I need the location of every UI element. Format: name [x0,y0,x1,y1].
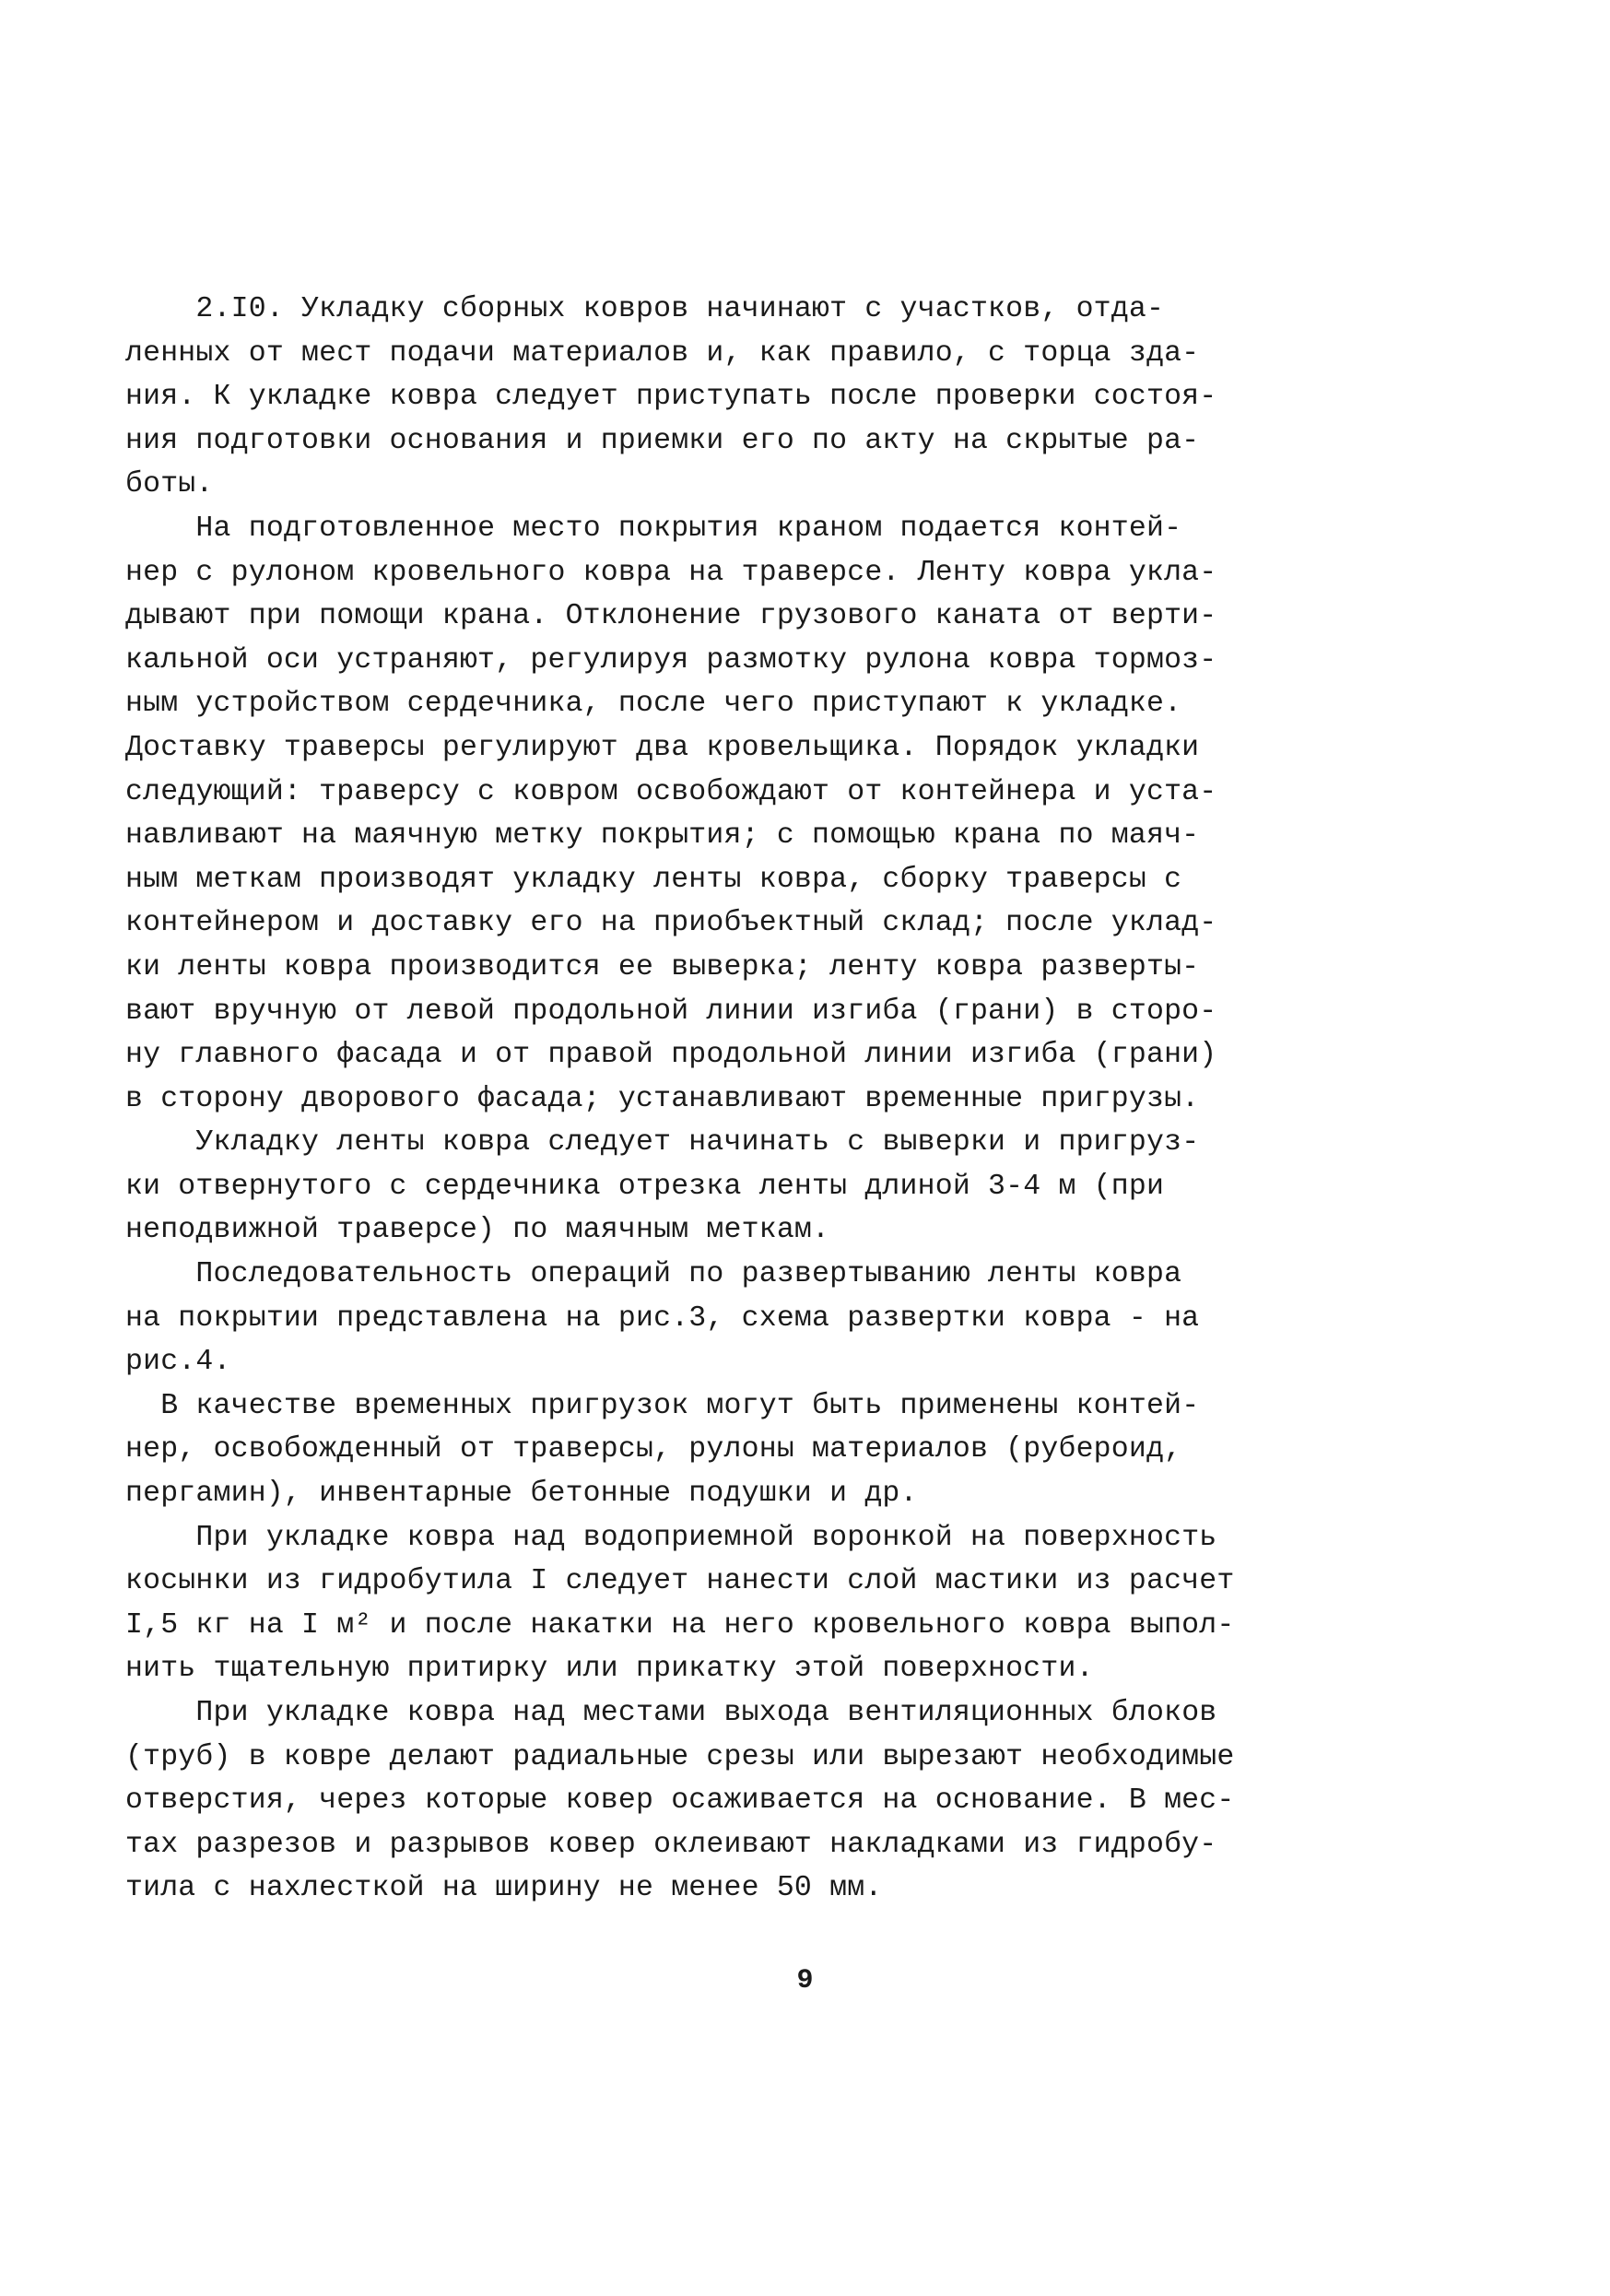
paragraph-indent [125,1390,160,1422]
text-line: боты. [125,468,214,501]
text-line: пергамин), инвентарные бетонные подушки и др. [125,1478,918,1511]
text-line: навливают на маячную метку покрытия; с помощью крана по маяч- [125,819,1200,853]
text-line [125,1384,1261,1429]
text-line: ным меткам производят укладку ленты ковра, сборку траверсы с [125,863,1182,896]
text-line: дывают при помощи крана. Отклонение грузового каната от верти- [125,600,1217,633]
paragraph-indent [125,512,195,545]
paragraph [125,1691,1261,1911]
paragraph [125,1516,1261,1691]
text-line: ния. К укладке ковра следует приступать после проверки состоя- [125,381,1217,414]
text-line [125,1121,1261,1165]
text-line: неподвижной траверсе) по маячным меткам. [125,1214,830,1247]
text-line [125,1516,1261,1560]
text-line: тила с нахлесткой на ширину не менее 50 мм. [125,1872,883,1905]
text-line: Доставку траверсы регулируют два кровельщика. Порядок укладки [125,731,1200,764]
text-line-content: В качестве временных пригрузок могут быть применены контей- [160,1389,1200,1422]
text-line: (труб) в ковре делают радиальные срезы или вырезают необходимые [125,1740,1235,1773]
paragraph [125,507,1261,1121]
paragraph [125,1121,1261,1253]
text-line: отверстия, через которые ковер осаживается на основание. В мес- [125,1784,1235,1818]
text-line-content: Последовательность операций по развертыванию ленты ковра [195,1258,1182,1291]
body-text [125,288,1261,1911]
text-line-content: Укладку ленты ковра следует начинать с выверки и пригруз- [195,1126,1200,1160]
paragraph-indent [125,293,195,325]
page-number: 9 [796,1965,814,1996]
text-line: вают вручную от левой продольной линии изгиба (грани) в сторо- [125,995,1217,1028]
text-line: следующий: траверсу с ковром освобождают от контейнера и уста- [125,775,1217,808]
text-line: на покрытии представлена на рис.3, схема развертки ковра - на [125,1301,1200,1335]
text-line: тах разрезов и разрывов ковер оклеивают накладками из гидробу- [125,1828,1217,1861]
paragraph-indent [125,1697,195,1729]
text-line: ки отвернутого с сердечника отрезка ленты длиной 3-4 м (при [125,1170,1165,1203]
text-line: ки ленты ковра производится ее выверка; ленту ковра разверты- [125,950,1200,983]
text-line [125,507,1261,551]
text-line-content: 2.I0. Укладку сборных ковров начинают с участков, отда- [195,293,1165,325]
text-line [125,288,1261,332]
text-line-content: При укладке ковра над местами выхода вентиляционных блоков [195,1697,1217,1729]
text-line [125,1691,1261,1736]
text-line: кальной оси устраняют, регулируя размотку рулона ковра тормоз- [125,643,1217,677]
text-line: ным устройством сердечника, после чего приступают к укладке. [125,688,1182,721]
paragraph [125,288,1261,507]
text-line: ну главного фасада и от правой продольной линии изгиба (грани) [125,1039,1217,1072]
text-line-content: При укладке ковра над водоприемной воронкой на поверхность [195,1521,1217,1554]
text-line: косынки из гидробутила I следует нанести слой мастики из расчет [125,1565,1235,1598]
text-line: ленных от мест подачи материалов и, как правило, с торца зда- [125,336,1200,370]
text-line: I,5 кг на I м² и после накатки на него кровельного ковра выпол- [125,1608,1235,1642]
paragraph [125,1384,1261,1516]
paragraph-indent [125,1258,195,1290]
text-line [125,1253,1261,1297]
text-line: в сторону дворового фасада; устанавливают временные пригрузы. [125,1082,1200,1115]
paragraph-indent [125,1126,195,1159]
text-line: нер с рулоном кровельного ковра на траверсе. Ленту ковра укла- [125,556,1217,589]
text-line: рис.4. [125,1346,231,1379]
text-line: контейнером и доставку его на приобъектный склад; после уклад- [125,907,1217,940]
paragraph [125,1253,1261,1384]
text-line: нер, освобожденный от траверсы, рулоны материалов (рубероид, [125,1433,1182,1466]
paragraph-indent [125,1522,195,1554]
text-line-content: На подготовленное место покрытия краном подается контей- [195,512,1182,545]
text-line: ния подготовки основания и приемки его по акту на скрытые ра- [125,424,1200,457]
text-line: нить тщательную притирку или прикатку этой поверхности. [125,1653,1094,1686]
